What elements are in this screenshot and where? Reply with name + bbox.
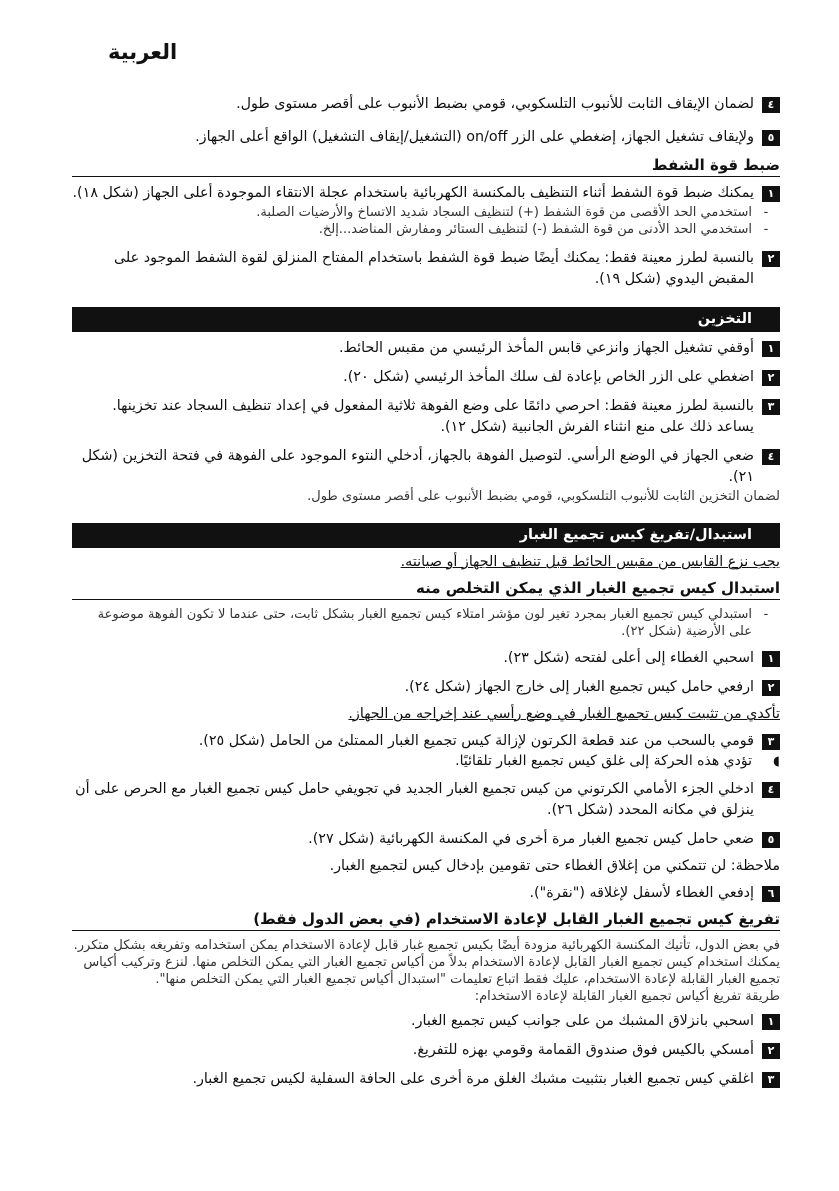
step-text: قومي بالسحب من عند قطعة الكرتون لإزالة كيس تجميع الغبار الممتلئ من الحامل (شكل ٢٥). (198, 733, 754, 749)
step-row (72, 367, 780, 388)
step-text: ادخلي الجزء الأمامي الكرتوني من كيس تجميع الغبار الجديد في تجويفي حامل كيس تجميع الغبار مع الحرص على أن ينزلق في مكانه المحدد (شكل ٢٦). (75, 781, 754, 818)
warning-text: يجب نزع القابس من مقبس الحائط قبل تنظيف الجهاز أو صيانته. (400, 554, 780, 570)
step-text: اغلقي كيس تجميع الغبار بتثبيت مشبك الغلق مرة أخرى على الحافة السفلية لكيس تجميع الغبار. (192, 1071, 754, 1087)
step-number: ٢ (762, 251, 780, 267)
language-label: العربية (108, 40, 178, 64)
sub-step-text: تؤدي هذه الحركة إلى غلق كيس تجميع الغبار تلقائيًا. (455, 753, 752, 769)
suction-heading: ضبط قوة الشفط (72, 154, 780, 177)
step-text: يمكنك ضبط قوة الشفط أثناء التنظيف بالمكنسة الكهربائية باستخدام عجلة الانتقاء الموجودة أعلى الجهاز (شكل ١٨). (72, 185, 754, 201)
step-number: ١ (762, 651, 780, 667)
step-row (72, 1040, 780, 1061)
step-text: بالنسبة لطرز معينة فقط: يمكنك أيضًا ضبط قوة الشفط باستخدام المفتاح المنزلق لقوة الشفط الموجود على المقبض اليدوي (شكل ١٩). (113, 250, 754, 287)
step-number: ٤ (762, 782, 780, 798)
step-row (72, 396, 780, 438)
step-number: ٢ (762, 680, 780, 696)
step-text: اسحبي الغطاء إلى أعلى لفتحه (شكل ٢٣). (503, 650, 754, 666)
step-number: ٣ (762, 399, 780, 415)
reusable-paragraph: في بعض الدول، تأتيك المكنسة الكهربائية مزودة أيضًا بكيس تجميع غبار قابل لإعادة الاستخدام يمكن استخدامه وتفريغه بشكل متكرر. يمكنك استخدام كيس تجميع الغبار القابل لإعادة الاستخدام بدلاً من أكياس تجميع الغبار التي يمكن التخلص منها. لنزع وتركيب أكياس تجميع الغبار القابلة لإعادة الاستخدام، عليك فقط اتباع تعليمات "استبدال أكياس تجميع الغبار التي يمكن التخلص منها". (73, 938, 780, 987)
sub-step (72, 752, 780, 771)
step-number: ٥ (762, 832, 780, 848)
step-row (72, 883, 780, 904)
step-number: ١ (762, 186, 780, 202)
step-text: ولإيقاف تشغيل الجهاز، إضغطي على الزر on/off (التشغيل/إيقاف التشغيل) الواقع أعلى الجهاز. (195, 129, 754, 145)
dash-icon: - (763, 222, 769, 237)
bullet-item (72, 606, 780, 640)
bullet-text: استبدلي كيس تجميع الغبار بمجرد تغير لون مؤشر امتلاء كيس تجميع الغبار بشكل ثابت، حتى عندما لا تكون الفوهة موضوعة على الأرضية (شكل ٢٢). (97, 607, 752, 639)
step-row (72, 1011, 780, 1032)
half-circle-icon: ◖ (773, 754, 780, 769)
check-text: تأكدي من تثبيت كيس تجميع الغبار في وضع رأسي عند إخراجه من الجهاز. (348, 706, 780, 722)
step-row (72, 94, 780, 115)
step-text: اضغطي على الزر الخاص بإعادة لف سلك المأخذ الرئيسي (شكل ٢٠). (343, 369, 754, 385)
bullet-item (72, 204, 780, 221)
dash-icon: - (763, 205, 769, 220)
step-number: ٢ (762, 1043, 780, 1059)
step-text: لضمان الإيقاف الثابت للأنبوب التلسكوبي، قومي بضبط الأنبوب على أقصر مستوى طول. (236, 96, 754, 112)
step-row (72, 731, 780, 752)
step-row (72, 446, 780, 488)
step-row (72, 127, 780, 148)
step-number: ٣ (762, 734, 780, 750)
note-text: ملاحظة: لن تتمكني من إغلاق الغطاء حتى تقومين بإدخال كيس لتجميع الغبار. (329, 858, 780, 874)
step-number: ١ (762, 341, 780, 357)
step-text: ارفعي حامل كيس تجميع الغبار إلى خارج الجهاز (شكل ٢٤). (404, 679, 754, 695)
step-row (72, 183, 780, 204)
dash-icon: - (763, 607, 769, 622)
step-text: أمسكي بالكيس فوق صندوق القمامة وقومي بهزه للتفريغ. (412, 1042, 754, 1058)
step-number: ٤ (762, 449, 780, 465)
step-text: ضعي حامل كيس تجميع الغبار مرة أخرى في المكنسة الكهربائية (شكل ٢٧). (308, 831, 754, 847)
bullet-item (72, 221, 780, 238)
content (72, 88, 780, 1090)
step-text: ضعي الجهاز في الوضع الرأسي. لتوصيل الفوهة بالجهاز، أدخلي النتوء الموجود على الفوهة في فتحة التخزين (شكل ٢١). (81, 448, 754, 485)
step-row (72, 248, 780, 290)
step-number: ٢ (762, 370, 780, 386)
reusable-heading: تفريغ كيس تجميع الغبار القابل لإعادة الاستخدام (في بعض الدول فقط) (72, 908, 780, 931)
step-row (72, 1069, 780, 1090)
disposable-heading: استبدال كيس تجميع الغبار الذي يمكن التخلص منه (72, 577, 780, 600)
step-number: ٦ (762, 886, 780, 902)
step-text: اسحبي بانزلاق المشبك من على جوانب كيس تجميع الغبار. (411, 1013, 754, 1029)
bullet-text: استخدمي الحد الأدنى من قوة الشفط (-) لتنظيف الستائر ومفارش المناضد...إلخ. (318, 222, 752, 237)
step-text: أوقفي تشغيل الجهاز وانزعي قابس المأخذ الرئيسي من مقبس الحائط. (339, 340, 754, 356)
step-row (72, 779, 780, 821)
dustbag-section-title: استبدال/تفريغ كيس تجميع الغبار (72, 523, 780, 548)
step-row (72, 338, 780, 359)
storage-tail: لضمان التخزين الثابت للأنبوب التلسكوبي، قومي بضبط الأنبوب على أقصر مستوى طول. (307, 489, 780, 504)
step-number: ١ (762, 1014, 780, 1030)
step-text: بالنسبة لطرز معينة فقط: احرصي دائمًا على وضع الفوهة ثلاثية المفعول في إعداد تنظيف السجاد عند تخزينها. يساعد ذلك على منع انثناء الفرش الجانبية (شكل ١٢). (112, 398, 754, 435)
step-text: إدفعي الغطاء لأسفل لإغلاقه ("نقرة"). (529, 885, 754, 901)
storage-section-title: التخزين (72, 307, 780, 332)
bullet-text: استخدمي الحد الأقصى من قوة الشفط (+) لتنظيف السجاد شديد الاتساخ والأرضيات الصلبة. (256, 205, 752, 220)
step-row (72, 648, 780, 669)
reusable-method: طريقة تفريغ أكياس تجميع الغبار القابلة لإعادة الاستخدام: (474, 989, 780, 1004)
step-row (72, 677, 780, 698)
step-number: ٥ (762, 130, 780, 146)
step-number: ٣ (762, 1072, 780, 1088)
step-number: ٤ (762, 97, 780, 113)
step-row (72, 829, 780, 850)
